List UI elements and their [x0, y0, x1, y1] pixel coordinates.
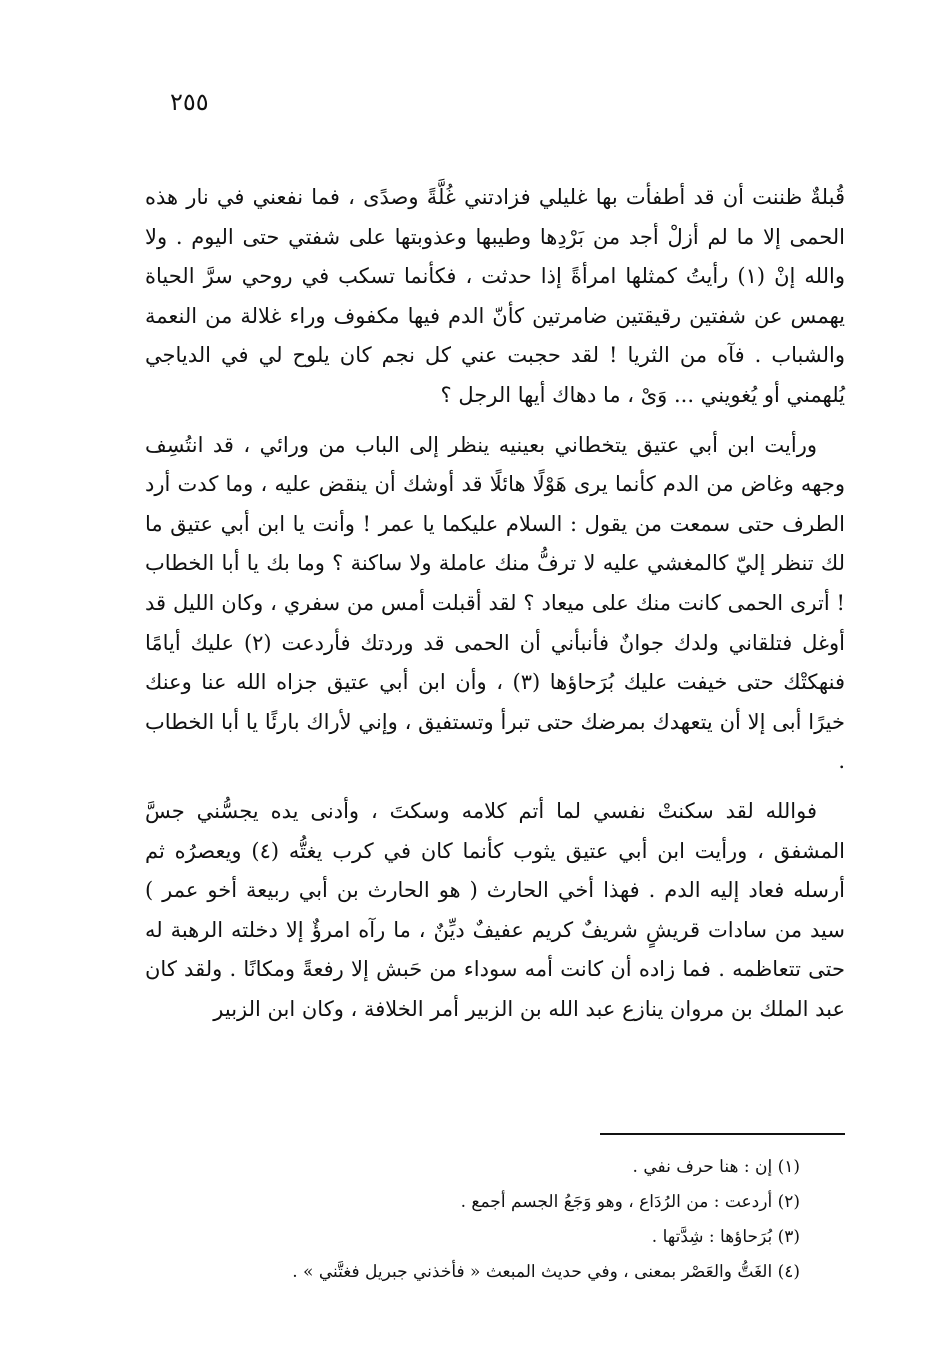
paragraph-2: ورأيت ابن أبي عتيق يتخطاني بعينيه ينظر إلى الباب من ورائي ، قد انتُسِف وجهه وغاض من الدم كأنما يرى هَوْلًا هائلًا قد أوشك أن ينقض عليه ، وما كدت أرد الطرف حتى سمعت من يقول : السلام عليكما يا عمر ! وأنت يا ابن أبي عتيق ما لك تنظر إليّ كالمغشي عليه لا ترفُّ منك عاملة ولا ساكنة ؟ وما بك يا أبا الخطاب ! أترى الحمى كانت منك على ميعاد ؟ لقد أقبلت أمس من سفري ، وكان الليل قد أوغل فتلقاني ولدك جوانٌ فأنبأني أن الحمى قد وردتك فأردعت (٢) عليك أيامًا فنهكتْك حتى خيفت عليك بُرَحاؤها (٣) ، وأن ابن أبي عتيق جزاه الله عنا وعنك خيرًا أبى إلا أن يتعهدك بمرضك حتى تبرأ وتستفيق ، وإني لأراك بارئًا يا أبا الخطاب .: [145, 432, 845, 774]
paragraph-3: فوالله لقد سكنتْ نفسي لما أتم كلامه وسكتَ ، وأدنى يده يجسُّني جسَّ المشفق ، ورأيت ابن أبي عتيق يثوب كأنما كان في كرب يغتُّه (٤) ويعصرُه ثم أرسله فعاد إليه الدم . فهذا أخي الحارث ( هو الحارث بن أبي ربيعة أخو عمر ) سيد من سادات قريشٍ شريفٌ كريم عفيفٌ ديِّنٌ ، ما رآه امرؤٌ إلا دخلته الرهبة له حتى تتعاظمه . فما زاده أن كانت أمه سوداء من حَبش إلا رفعةً ومكانًا . ولقد كان عبد الملك بن مروان ينازع عبد الله بن الزبير أمر الخلافة ، وكان ابن الزبير: [145, 798, 846, 1021]
footnote-3: (٣) بُرَحاؤها : شِدَّتها .: [651, 1227, 800, 1247]
footnote-divider: [600, 1133, 845, 1135]
footnotes: [145, 1150, 845, 1290]
main-text: [145, 178, 845, 1029]
footnote-4: (٤) الغَتُّ والعَصْر بمعنى ، وفي حديث المبعث « فأخذني جبريل فغتَّني » .: [292, 1262, 800, 1282]
footnote-2: (٢) أردعت : من الرُدَاع ، وهو وَجَعُ الجسم أجمع .: [460, 1192, 800, 1212]
footnote-1: (١) إن : هنا حرف نفي .: [632, 1157, 800, 1177]
paragraph-1: قُبلةٌ ظننت أن قد أطفأت بها غليلي فزادتني غُلَّةً وصدًى ، فما نفعني في نار هذه الحمى إلا ما لم أزلْ أجد من بَرْدِها وطيبها وعذوبتها على شفتي حتى اليوم . ولا والله إنْ (١) رأيتُ كمثلها امرأةً إذا حدثت ، فكأنما تسكب في روحي سرَّ الحياة يهمس عن شفتين رقيقتين ضامرتين كأنّ الدم فيها مكفوف وراء غلالة من النعمة والشباب . فآه من الثريا ! لقد حجبت عني كل نجم كان يلوح لي في الدياجي يُلهمني أو يُغويني ... وَىْ ، ما دهاك أيها الرجل ؟: [145, 185, 846, 407]
page-number: ٢٥٥: [170, 88, 209, 116]
